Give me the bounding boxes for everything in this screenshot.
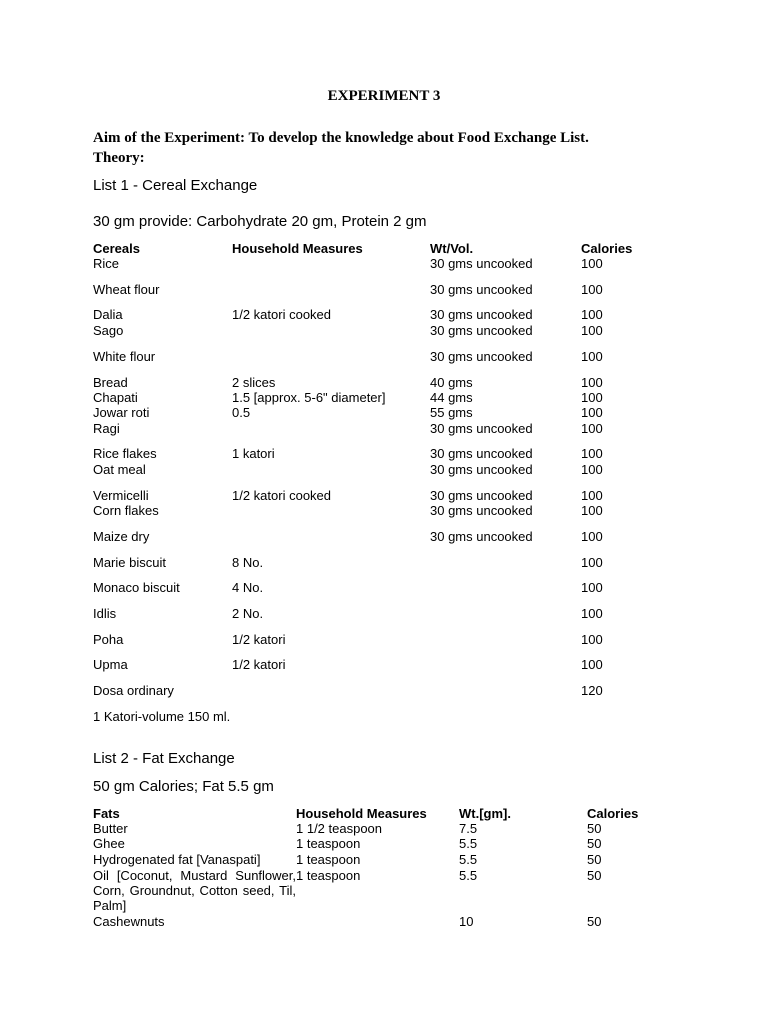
list1-row-calories: 100: [581, 555, 603, 570]
list1-row-name: Sago: [93, 323, 124, 338]
list1-row-weight: 30 gms uncooked: [430, 462, 533, 477]
list1-row-calories: 100: [581, 256, 603, 271]
list1-row-name: Jowar roti: [93, 405, 150, 420]
list1-row-name: Chapati: [93, 390, 138, 405]
list1-row-weight: 30 gms uncooked: [430, 349, 533, 364]
list1-row-weight: 30 gms uncooked: [430, 488, 533, 503]
list1-row-name: Maize dry: [93, 529, 150, 544]
list1-row-weight: 55 gms: [430, 405, 473, 420]
list1-row-calories: 100: [581, 323, 603, 338]
list1-row-calories: 100: [581, 349, 603, 364]
list1-row-name: Dosa ordinary: [93, 683, 174, 698]
list1-row-name: Ragi: [93, 421, 120, 436]
list1-row-calories: 100: [581, 488, 603, 503]
list1-row-calories: 100: [581, 657, 603, 672]
list2-col-calories: Calories: [587, 806, 639, 821]
list1-row-measure: 1/2 katori: [232, 632, 286, 647]
list2-col-fats: Fats: [93, 806, 120, 821]
list1-row-name: Corn flakes: [93, 503, 159, 518]
list1-row-calories: 100: [581, 462, 603, 477]
list1-row-calories: 100: [581, 580, 603, 595]
list1-row-weight: 30 gms uncooked: [430, 529, 533, 544]
list1-row-name: Oat meal: [93, 462, 146, 477]
list1-provide: 30 gm provide: Carbohydrate 20 gm, Protein 2 gm: [93, 213, 427, 230]
list1-row-name: Upma: [93, 657, 128, 672]
list2-row-calories: 50: [587, 868, 602, 883]
list2-row-weight: 7.5: [459, 821, 478, 836]
list1-row-measure: 0.5: [232, 405, 251, 420]
page-title: EXPERIMENT 3: [327, 88, 441, 104]
list1-row-measure: 2 No.: [232, 606, 264, 621]
list1-row-calories: 100: [581, 390, 603, 405]
list2-row-name: Butter: [93, 821, 128, 836]
list1-row-calories: 100: [581, 375, 603, 390]
list1-col-household: Household Measures: [232, 241, 363, 256]
list1-col-cereals: Cereals: [93, 241, 140, 256]
list1-row-calories: 100: [581, 529, 603, 544]
list1-row-weight: 30 gms uncooked: [430, 421, 533, 436]
list1-row-weight: 30 gms uncooked: [430, 446, 533, 461]
list2-row-measure: 1 1/2 teaspoon: [296, 821, 383, 836]
aim-text: To develop the knowledge about Food Exchange List.: [248, 130, 589, 146]
list1-row-calories: 100: [581, 632, 603, 647]
list2-col-weight: Wt.[gm].: [459, 806, 511, 821]
list1-row-name: Idlis: [93, 606, 117, 621]
list1-row-name: Dalia: [93, 307, 123, 322]
list1-row-name: Rice flakes: [93, 446, 157, 461]
list1-row-name: Vermicelli: [93, 488, 149, 503]
list1-row-weight: 30 gms uncooked: [430, 307, 533, 322]
list2-row-weight: 10: [459, 914, 474, 929]
list2-col-household: Household Measures: [296, 806, 427, 821]
list2-row-calories: 50: [587, 914, 602, 929]
list1-row-calories: 100: [581, 606, 603, 621]
list1-row-name: Poha: [93, 632, 124, 647]
list1-row-weight: 30 gms uncooked: [430, 503, 533, 518]
list2-row-calories: 50: [587, 836, 602, 851]
list1-row-measure: 1.5 [approx. 5-6" diameter]: [232, 390, 386, 405]
list2-row-weight: 5.5: [459, 868, 478, 883]
list1-row-weight: 30 gms uncooked: [430, 256, 533, 271]
list1-col-calories: Calories: [581, 241, 633, 256]
list1-row-measure: 4 No.: [232, 580, 264, 595]
list1-row-weight: 30 gms uncooked: [430, 323, 533, 338]
list2-row-name: Cashewnuts: [93, 914, 165, 929]
list2-heading: List 2 - Fat Exchange: [93, 750, 235, 767]
aim-line: [93, 130, 589, 147]
list2-row-calories: 50: [587, 852, 602, 867]
list1-col-weight: Wt/Vol.: [430, 241, 474, 256]
list1-row-calories: 100: [581, 282, 603, 297]
list2-row-name: Oil [Coconut, Mustard Sunflower, Corn, Groundnut, Cotton seed, Til, Palm]: [93, 868, 296, 913]
list1-row-calories: 100: [581, 421, 603, 436]
list1-row-name: Wheat flour: [93, 282, 160, 297]
list2-row-measure: 1 teaspoon: [296, 836, 361, 851]
list1-row-calories: 120: [581, 683, 603, 698]
list1-row-calories: 100: [581, 503, 603, 518]
list1-row-calories: 100: [581, 307, 603, 322]
list1-row-name: Bread: [93, 375, 128, 390]
list1-row-measure: 1/2 katori cooked: [232, 488, 332, 503]
list2-row-name: Ghee: [93, 836, 125, 851]
list1-row-measure: 1/2 katori: [232, 657, 286, 672]
list1-row-weight: 44 gms: [430, 390, 473, 405]
list1-row-measure: 1 katori: [232, 446, 275, 461]
list1-row-calories: 100: [581, 446, 603, 461]
list2-provide: 50 gm Calories; Fat 5.5 gm: [93, 778, 274, 795]
list2-row-name: Hydrogenated fat [Vanaspati]: [93, 852, 261, 867]
list1-row-measure: 8 No.: [232, 555, 264, 570]
aim-label: Aim of the Experiment:: [93, 130, 246, 146]
list1-row-measure: 2 slices: [232, 375, 276, 390]
list1-row-name: Monaco biscuit: [93, 580, 180, 595]
list1-row-name: Rice: [93, 256, 120, 271]
list1-heading: List 1 - Cereal Exchange: [93, 177, 258, 194]
list2-row-calories: 50: [587, 821, 602, 836]
list1-row-weight: 30 gms uncooked: [430, 282, 533, 297]
list1-row-name: Marie biscuit: [93, 555, 166, 570]
list2-row-weight: 5.5: [459, 852, 478, 867]
list2-row-weight: 5.5: [459, 836, 478, 851]
list2-row-measure: 1 teaspoon: [296, 868, 361, 883]
list1-note: 1 Katori-volume 150 ml.: [93, 709, 231, 724]
list1-row-name: White flour: [93, 349, 156, 364]
list1-row-calories: 100: [581, 405, 603, 420]
theory-label: Theory:: [93, 150, 145, 166]
list1-row-measure: 1/2 katori cooked: [232, 307, 332, 322]
list2-row-measure: 1 teaspoon: [296, 852, 361, 867]
list1-row-weight: 40 gms: [430, 375, 473, 390]
